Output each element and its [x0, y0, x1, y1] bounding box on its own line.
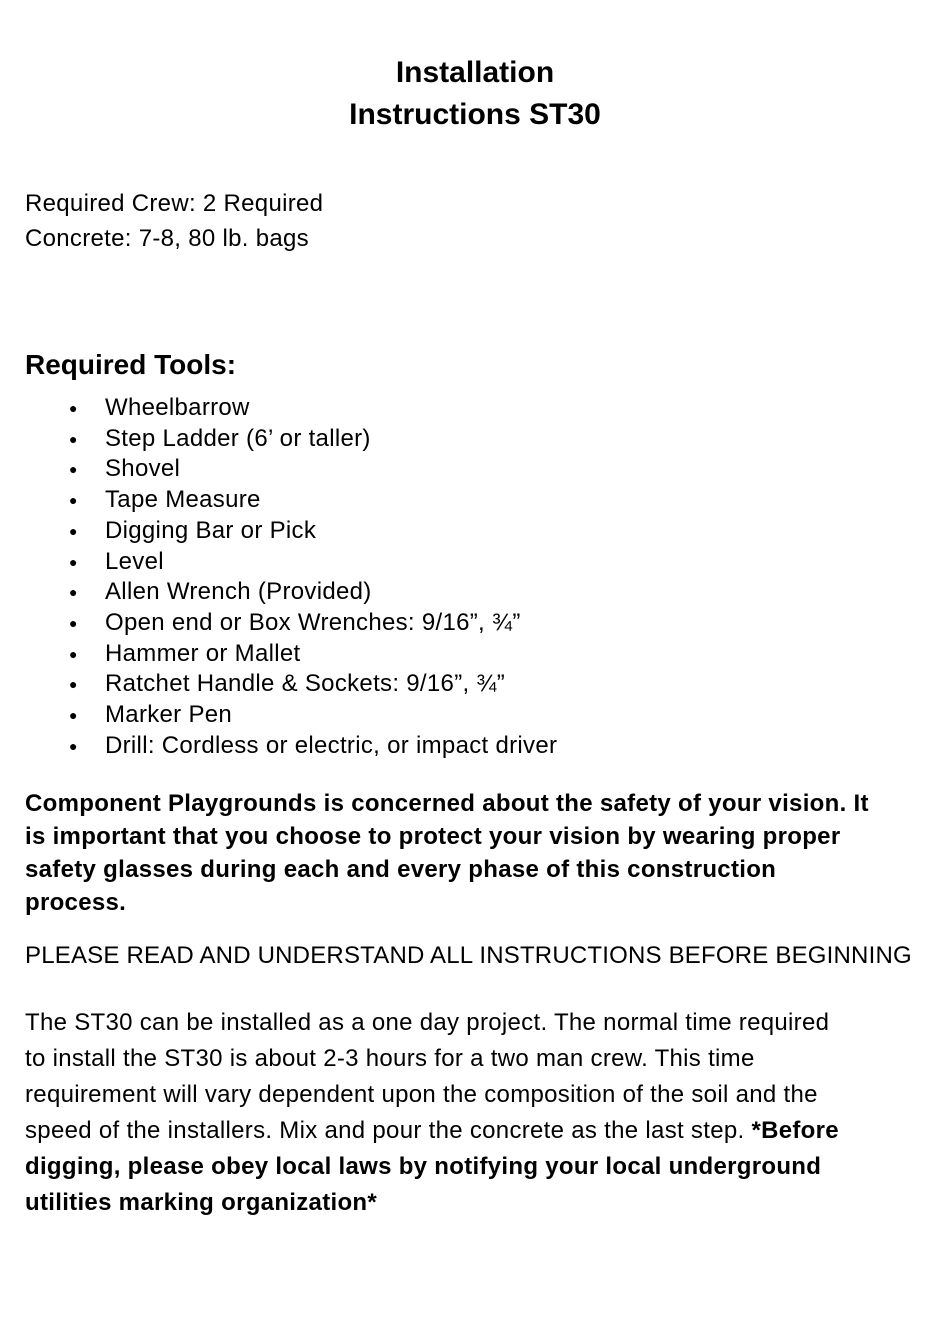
concrete-line: Concrete: 7-8, 80 lb. bags — [25, 225, 309, 252]
tool-item — [25, 516, 925, 547]
tool-item-label: Allen Wrench (Provided) — [105, 578, 372, 606]
tool-item — [25, 424, 925, 455]
overview-normal-run: speed of the installers. Mix and pour the concrete as the last step. — [25, 1117, 752, 1145]
safety-notice-line: safety glasses during each and every phase of this construction — [25, 856, 777, 884]
required-tools-list — [25, 393, 925, 761]
document-title — [25, 52, 925, 136]
bullet-icon: ● — [69, 553, 78, 570]
safety-notice-line: process. — [25, 889, 127, 917]
overview-paragraph — [25, 1005, 925, 1221]
overview-line: The ST30 can be installed as a one day project. The normal time required — [25, 1009, 830, 1037]
tool-item-label: Step Ladder (6’ or taller) — [105, 424, 371, 452]
bullet-icon: ● — [69, 492, 78, 509]
tool-item-label: Digging Bar or Pick — [105, 516, 317, 544]
tool-item-label: Level — [105, 547, 164, 575]
tool-item-label: Ratchet Handle & Sockets: 9/16”, ¾” — [105, 670, 506, 698]
overview-line: requirement will vary dependent upon the composition of the soil and the — [25, 1081, 818, 1109]
tool-item — [25, 485, 925, 516]
bullet-icon: ● — [69, 645, 78, 662]
safety-notice-line: Component Playgrounds is concerned about the safety of your vision. It — [25, 790, 869, 818]
read-instructions-notice: PLEASE READ AND UNDERSTAND ALL INSTRUCTIONS BEFORE BEGINNING — [25, 942, 912, 970]
tool-item — [25, 393, 925, 424]
tool-item — [25, 731, 925, 762]
bullet-icon: ● — [69, 400, 78, 416]
bullet-icon: ● — [69, 614, 78, 631]
bullet-icon: ● — [69, 676, 78, 693]
title-line: Installation — [395, 56, 555, 89]
bullet-icon: ● — [69, 522, 78, 539]
tool-item — [25, 700, 925, 731]
tool-item-label: Wheelbarrow — [105, 394, 250, 421]
tool-item-label: Hammer or Mallet — [105, 639, 301, 667]
tool-item-label: Drill: Cordless or electric, or impact driver — [105, 731, 558, 759]
tool-item-label: Shovel — [105, 455, 181, 483]
safety-notice-paragraph — [25, 787, 925, 919]
tool-item-label: Tape Measure — [105, 486, 261, 514]
required-crew-line: Required Crew: 2 Required — [25, 190, 324, 217]
tool-item — [25, 639, 925, 670]
tool-item-label: Marker Pen — [105, 701, 233, 729]
tool-item-label: Open end or Box Wrenches: 9/16”, ¾” — [105, 608, 521, 636]
bullet-icon: ● — [69, 430, 78, 447]
document-page — [0, 52, 950, 1336]
tool-item — [25, 608, 925, 639]
overview-line: to install the ST30 is about 2-3 hours for a two man crew. This time — [25, 1045, 755, 1073]
overview-line — [25, 1113, 925, 1149]
tool-item — [25, 547, 925, 578]
bullet-icon: ● — [69, 461, 78, 478]
title-line: Instructions ST30 — [349, 98, 601, 131]
bullet-icon: ● — [69, 707, 78, 724]
bullet-icon: ● — [69, 584, 78, 601]
tool-item — [25, 669, 925, 700]
overview-bold-run: *Before — [751, 1117, 839, 1145]
overview-bold-line: digging, please obey local laws by notifying your local underground — [25, 1153, 822, 1181]
bullet-icon: ● — [69, 737, 78, 754]
tool-item — [25, 454, 925, 485]
overview-bold-line: utilities marking organization* — [25, 1189, 378, 1217]
requirements-summary — [25, 186, 925, 256]
required-tools-heading: Required Tools: — [25, 349, 237, 380]
safety-notice-line: is important that you choose to protect your vision by wearing proper — [25, 823, 841, 851]
tool-item — [25, 577, 925, 608]
